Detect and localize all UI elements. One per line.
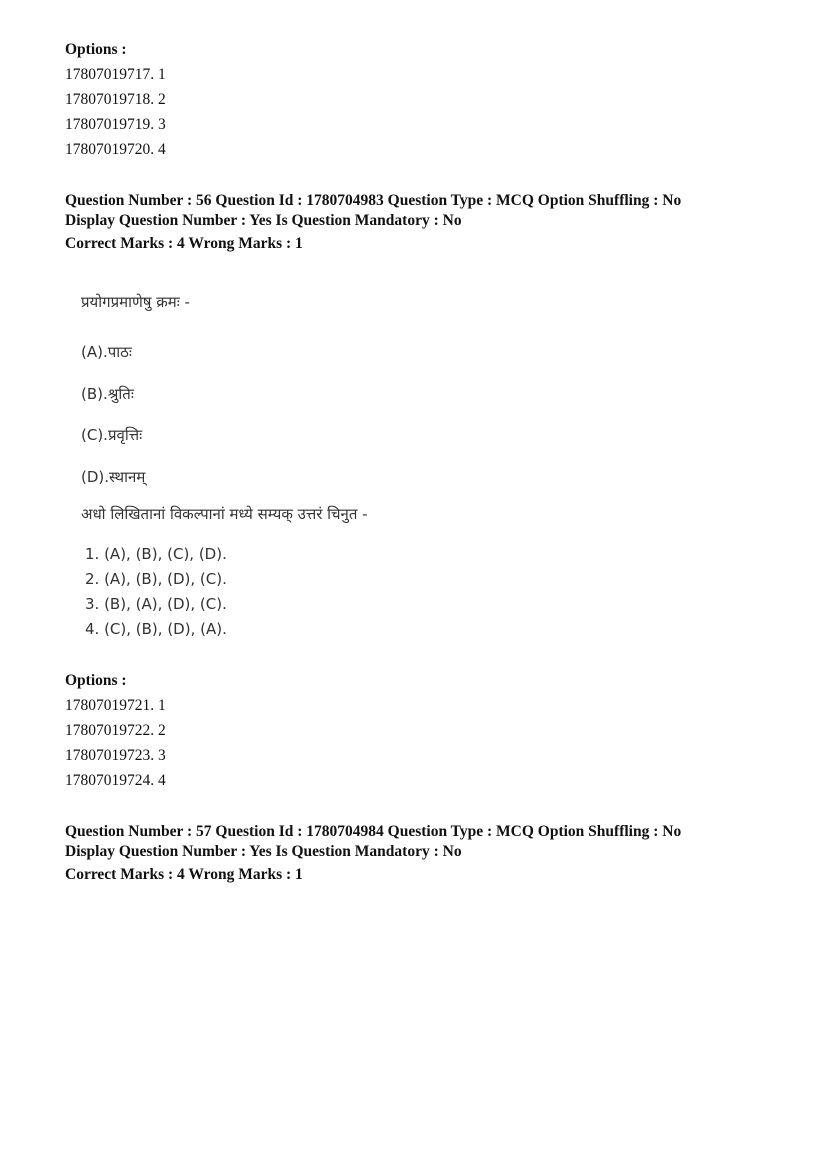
question-item-a: (A).पाठः <box>81 343 132 361</box>
question-meta-line2: Display Question Number : Yes Is Question Mandatory : No <box>65 212 462 229</box>
question-stem: प्रयोगप्रमाणेषु क्रमः - <box>81 293 190 311</box>
option-id: 17807019724. <box>65 772 155 789</box>
option-value: 3 <box>158 116 166 133</box>
option-row <box>65 743 166 768</box>
option-id: 17807019721. <box>65 697 155 714</box>
answer-choice: 4. (C), (B), (D), (A). <box>85 620 227 638</box>
option-value: 2 <box>158 722 166 739</box>
options-block-prev <box>65 37 166 162</box>
question-meta-line1: Question Number : 57 Question Id : 1780704984 Question Type : MCQ Option Shuffling : No <box>65 823 682 840</box>
option-value: 3 <box>158 747 166 764</box>
question-instruction: अधो लिखितानां विकल्पानां मध्ये सम्यक् उत्तरं चिनुत - <box>81 505 368 523</box>
option-row <box>65 693 166 718</box>
question-item-c: (C).प्रवृत्तिः <box>81 426 143 444</box>
question-item-d: (D).स्थानम् <box>81 467 146 486</box>
option-value: 1 <box>158 697 166 714</box>
option-value: 4 <box>158 772 166 789</box>
options-block-56 <box>65 668 166 793</box>
options-label: Options : <box>65 672 127 689</box>
question-body-56 <box>81 288 761 642</box>
option-id: 17807019723. <box>65 747 155 764</box>
question-marks-line: Correct Marks : 4 Wrong Marks : 1 <box>65 866 303 883</box>
options-label: Options : <box>65 41 127 58</box>
answer-choices <box>81 542 761 642</box>
option-value: 2 <box>158 91 166 108</box>
option-id: 17807019722. <box>65 722 155 739</box>
answer-choice: 3. (B), (A), (D), (C). <box>85 595 227 613</box>
question-header-56 <box>65 191 681 254</box>
option-row <box>65 137 166 162</box>
option-id: 17807019720. <box>65 141 155 158</box>
option-id: 17807019718. <box>65 91 155 108</box>
answer-choice: 1. (A), (B), (C), (D). <box>85 545 227 563</box>
option-value: 4 <box>158 141 166 158</box>
option-id: 17807019717. <box>65 66 155 83</box>
option-row <box>65 112 166 137</box>
option-value: 1 <box>158 66 166 83</box>
option-row <box>65 768 166 793</box>
question-meta-line1: Question Number : 56 Question Id : 1780704983 Question Type : MCQ Option Shuffling : No <box>65 192 682 209</box>
option-row <box>65 87 166 112</box>
answer-choice: 2. (A), (B), (D), (C). <box>85 570 227 588</box>
option-row <box>65 62 166 87</box>
question-marks-line: Correct Marks : 4 Wrong Marks : 1 <box>65 235 303 252</box>
question-item-b: (B).श्रुतिः <box>81 384 134 403</box>
option-id: 17807019719. <box>65 116 155 133</box>
option-row <box>65 718 166 743</box>
question-header-57 <box>65 822 681 885</box>
question-meta-line2: Display Question Number : Yes Is Question Mandatory : No <box>65 843 462 860</box>
